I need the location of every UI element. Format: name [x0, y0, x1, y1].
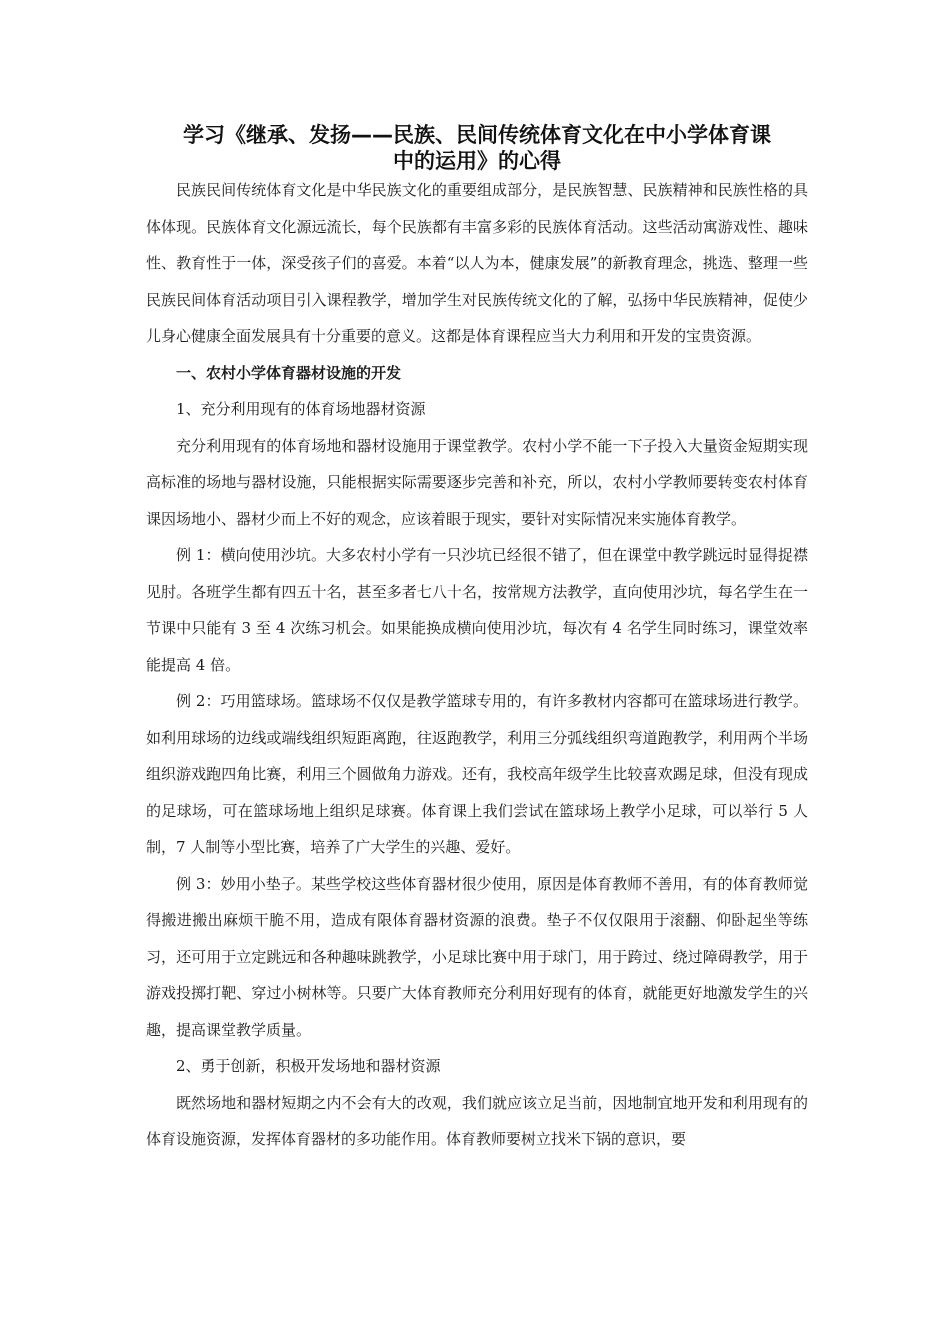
example-paragraph: 例 3：妙用小垫子。某些学校这些体育器材很少使用，原因是体育教师不善用，有的体育教师觉得搬进搬出麻烦干脆不用，造成有限体育器材资源的浪费。垫子不仅仅限用于滚翻、仰卧起坐等练习，还可用于立定跳远和各种趣味跳教学，小足球比赛中用于球门，用于跨过、绕过障碍教学，用于游戏投掷打靶、穿过小树林等。只要广大体育教师充分利用好现有的体育，就能更好地激发学生的兴趣，提高课堂教学质量。 — [146, 874, 808, 1039]
subsection-heading: 2、勇于创新，积极开发场地和器材资源 — [176, 1057, 441, 1075]
title-line-1: 学习《继承、发扬——民族、民间传统体育文化在中小学体育课 — [183, 123, 771, 147]
example-paragraph: 例 1：横向使用沙坑。大多农村小学有一只沙坑已经很不错了，但在课堂中教学跳远时显得捉襟见肘。各班学生都有四五十名，甚至多者七八十名，按常规方法教学，直向使用沙坑，每名学生在一节课中只能有 3 至 4 次练习机会。如果能换成横向使用沙坑，每次有 4 名学生同时练习，课堂效率能提高 4 倍。 — [146, 546, 808, 674]
document-body — [146, 172, 808, 1158]
subsection-heading: 1、充分利用现有的体育场地器材资源 — [176, 400, 426, 418]
title-line-2: 中的运用》的心得 — [393, 149, 561, 173]
example-paragraph: 例 2：巧用篮球场。篮球场不仅仅是教学篮球专用的，有许多教材内容都可在篮球场进行教学。如利用球场的边线或端线组织短距离跑，往返跑教学，利用三分弧线组织弯道跑教学，利用两个半场组织游戏跑四角比赛，利用三个圆做角力游戏。还有，我校高年级学生比较喜欢踢足球，但没有现成的足球场，可在篮球场地上组织足球赛。体育课上我们尝试在篮球场上教学小足球，可以举行 5 人制，7 人制等小型比赛，培养了广大学生的兴趣、爱好。 — [146, 692, 808, 856]
paragraph: 既然场地和器材短期之内不会有大的改观，我们就应该立足当前，因地制宜地开发和利用现有的体育设施资源，发挥体育器材的多功能作用。体育教师要树立找米下锅的意识，要 — [146, 1093, 808, 1148]
intro-paragraph: 民族民间传统体育文化是中华民族文化的重要组成部分，是民族智慧、民族精神和民族性格的具体体现。民族体育文化源远流长，每个民族都有丰富多彩的民族体育活动。这些活动寓游戏性、趣味性、教育性于一体，深受孩子们的喜爱。本着“以人为本，健康发展”的新教育理念，挑选、整理一些民族民间体育活动项目引入课程教学，增加学生对民族传统文化的了解，弘扬中华民族精神，促使少儿身心健康全面发展具有十分重要的意义。这都是体育课程应当大力利用和开发的宝贵资源。 — [146, 181, 808, 345]
document-title — [146, 122, 808, 174]
document-page — [146, 122, 808, 1158]
section-heading: 一、农村小学体育器材设施的开发 — [176, 363, 402, 382]
paragraph: 充分利用现有的体育场地和器材设施用于课堂教学。农村小学不能一下子投入大量资金短期实现高标准的场地与器材设施，只能根据实际需要逐步完善和补充，所以，农村小学教师要转变农村体育课因场地小、器材少而上不好的观念，应该着眼于现实，要针对实际情况来实施体育教学。 — [146, 436, 808, 528]
